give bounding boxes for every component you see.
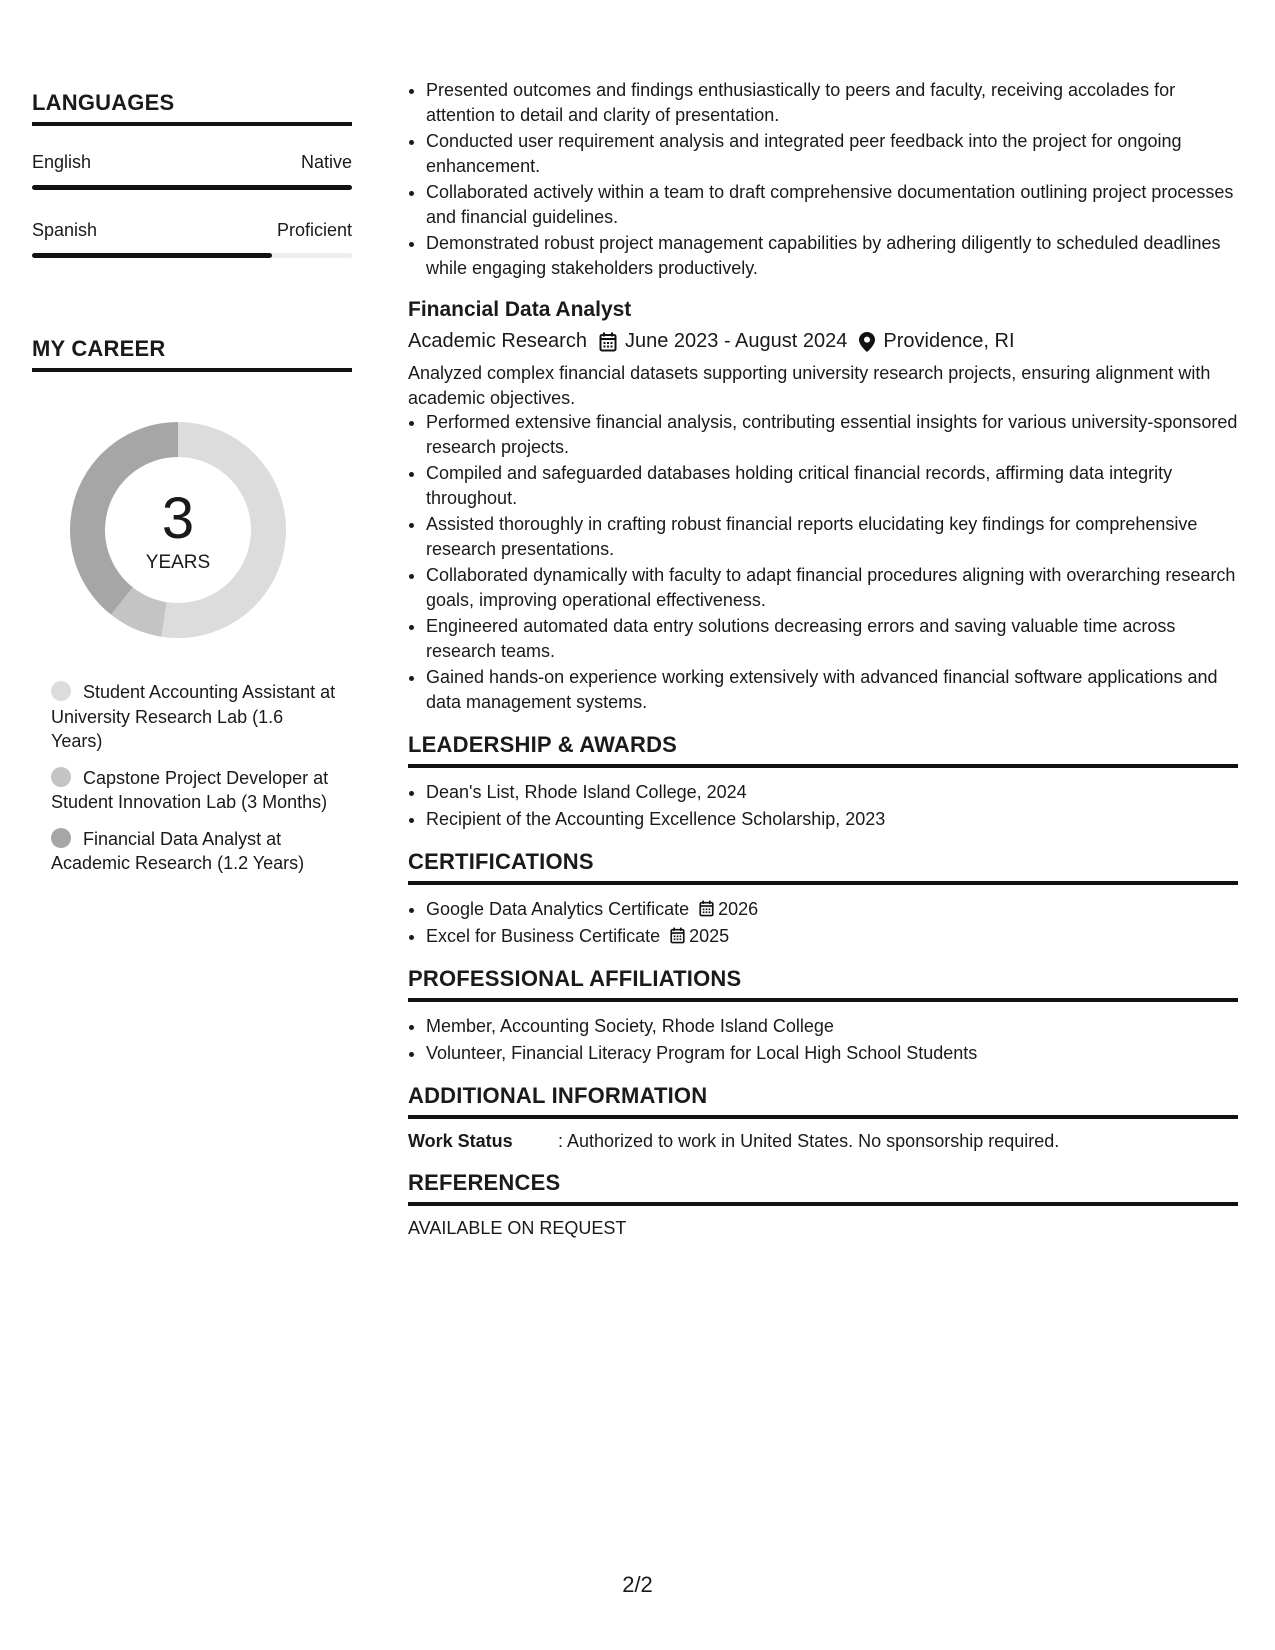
job-description: Analyzed complex financial datasets supporting university research projects, ensuring alignment with academic objectives.: [408, 363, 1211, 408]
additional-info-heading: ADDITIONAL INFORMATION: [408, 1083, 1238, 1119]
leadership-heading: LEADERSHIP & AWARDS: [408, 732, 1238, 768]
work-status-label: Work Status: [408, 1131, 513, 1151]
language-level: Proficient: [276, 220, 352, 240]
additional-info-section: [408, 1083, 1238, 1152]
language-name: Spanish: [32, 220, 98, 240]
language-proficiency-bar: [32, 185, 352, 190]
leadership-section: [408, 732, 1238, 831]
bullet-item: • Collaborated dynamically with faculty to adapt financial procedures aligning with overarching research goals, improving operational effectiveness.: [426, 563, 1238, 612]
job-meta: [408, 330, 1238, 353]
language-name: English: [32, 152, 92, 172]
certification-year: 2026: [718, 899, 759, 919]
career-heading: MY CAREER: [32, 336, 352, 372]
bullet-item: • Member, Accounting Society, Rhode Island College: [426, 1014, 1238, 1039]
career-total-unit: YEARS: [145, 552, 211, 573]
affiliations-section: [408, 966, 1238, 1065]
job-company: Academic Research: [408, 330, 587, 352]
bullet-item: • Volunteer, Financial Literacy Program for Local High School Students: [426, 1041, 1238, 1066]
calendar-icon: [670, 927, 685, 944]
bullet-item: • Assisted thoroughly in crafting robust financial reports elucidating key findings for comprehensive research presentations.: [426, 512, 1238, 561]
legend-dot-icon: [51, 828, 71, 848]
job-dates: June 2023 - August 2024: [624, 330, 848, 352]
certification-item: [426, 897, 1238, 922]
language-proficiency-fill: [32, 185, 352, 190]
certification-year: 2025: [689, 925, 730, 946]
affiliations-heading: PROFESSIONAL AFFILIATIONS: [408, 966, 1238, 1002]
references-section: [408, 1170, 1238, 1239]
legend-dot-icon: [51, 681, 71, 701]
left-column: [32, 90, 352, 888]
page-number: 2/2: [622, 1572, 653, 1597]
map-pin-icon: [859, 332, 875, 352]
language-proficiency-bar: [32, 253, 352, 258]
job-title: Financial Data Analyst: [408, 298, 632, 321]
work-status-value: : Authorized to work in United States. No sponsorship required.: [558, 1131, 1060, 1151]
bullet-item: • Compiled and safeguarded databases holding critical financial records, affirming data integrity throughout.: [426, 461, 1238, 510]
language-level: Native: [300, 152, 352, 172]
language-item: [32, 220, 352, 258]
career-legend: [51, 680, 336, 876]
career-legend-label: Capstone Project Developer at Student Innovation Lab (3 Months): [51, 767, 329, 812]
bullet-item: • Collaborated actively within a team to draft comprehensive documentation outlining project processes and financial guidelines.: [426, 180, 1238, 229]
career-total-years: 3: [161, 486, 195, 551]
certification-name: Google Data Analytics Certificate: [426, 899, 690, 919]
bullet-item: • Recipient of the Accounting Excellence Scholarship, 2023: [426, 807, 1238, 832]
calendar-icon: [699, 900, 714, 917]
bullet-item: • Performed extensive financial analysis, contributing essential insights for various university-sponsored research projects.: [426, 410, 1238, 459]
career-section: [32, 336, 352, 876]
bullet-item: • Presented outcomes and findings enthusiastically to peers and faculty, receiving accolades for attention to detail and clarity of presentation.: [426, 78, 1238, 127]
career-legend-item: [51, 766, 336, 815]
certification-name: Excel for Business Certificate: [426, 925, 661, 946]
language-proficiency-fill: [32, 253, 272, 258]
career-legend-label: Financial Data Analyst at Academic Research (1.2 Years): [51, 828, 305, 873]
legend-dot-icon: [51, 767, 71, 787]
job-location: Providence, RI: [883, 330, 1015, 352]
certification-item: [426, 924, 1238, 949]
references-text: AVAILABLE ON REQUEST: [408, 1218, 627, 1238]
job-bullets: [408, 410, 1238, 714]
career-legend-label: Student Accounting Assistant at University Research Lab (1.6 Years): [51, 682, 336, 751]
language-item: [32, 152, 352, 190]
certifications-heading: CERTIFICATIONS: [408, 849, 1238, 885]
job-entry: [408, 298, 1238, 714]
career-legend-item: [51, 680, 336, 754]
previous-job-bullets: [408, 78, 1238, 280]
languages-heading: LANGUAGES: [32, 90, 352, 126]
certifications-section: [408, 849, 1238, 948]
bullet-item: • Conducted user requirement analysis and integrated peer feedback into the project for ongoing enhancement.: [426, 129, 1238, 178]
calendar-icon: [599, 332, 617, 352]
bullet-item: • Engineered automated data entry solutions decreasing errors and saving valuable time across research teams.: [426, 614, 1238, 663]
bullet-item: • Demonstrated robust project management capabilities by adhering diligently to scheduled deadlines while engaging stakeholders productively.: [426, 231, 1238, 280]
career-legend-item: [51, 827, 336, 876]
bullet-item: • Gained hands-on experience working extensively with advanced financial software applications and data management systems.: [426, 665, 1238, 714]
right-column: [408, 78, 1238, 1239]
career-donut-chart: [64, 416, 292, 644]
bullet-item: • Dean's List, Rhode Island College, 2024: [426, 780, 1238, 805]
references-heading: REFERENCES: [408, 1170, 1238, 1206]
